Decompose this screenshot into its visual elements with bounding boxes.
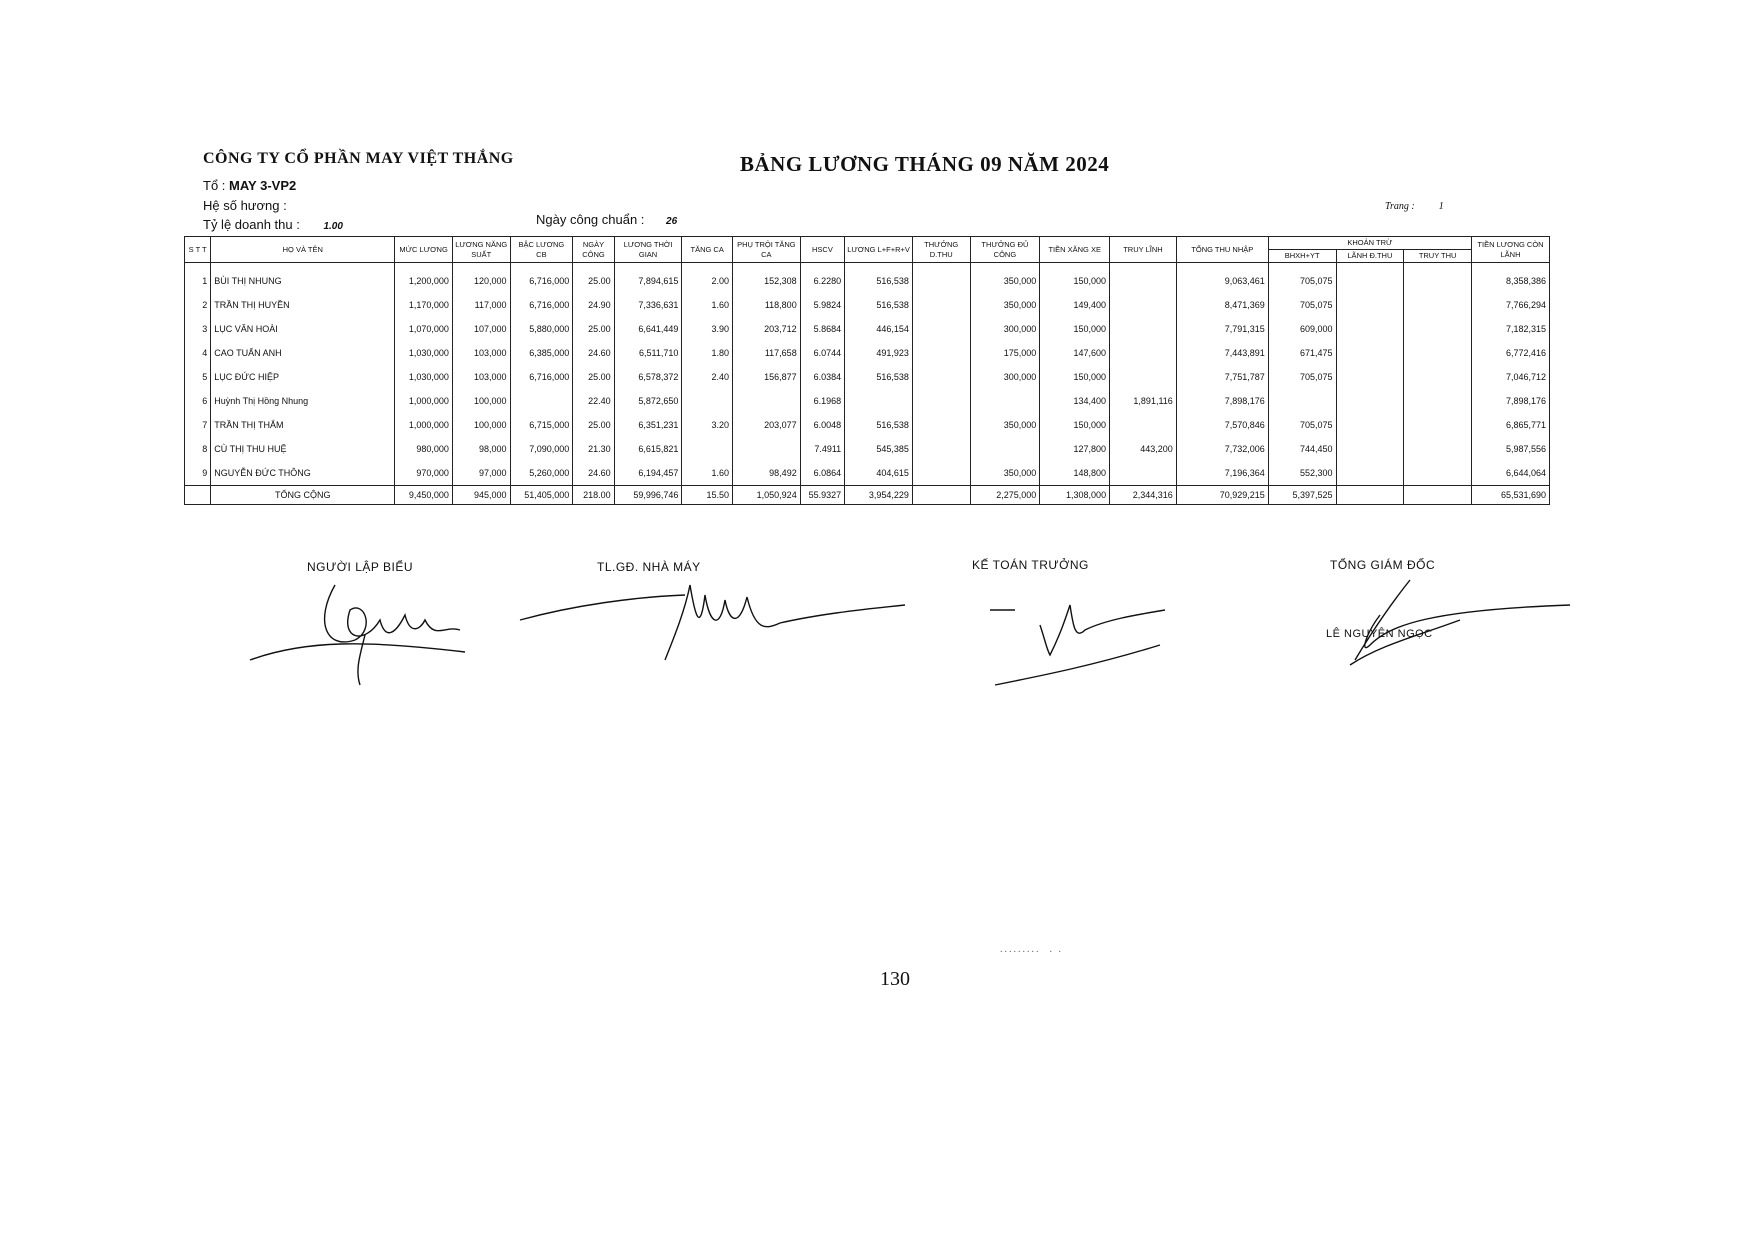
page-label: Trang : [1385, 201, 1415, 212]
table-cell: 6,578,372 [614, 365, 682, 389]
employee-name-cell: LỤC ĐỨC HIỆP [211, 365, 395, 389]
table-cell: 6,716,000 [510, 365, 573, 389]
table-cell: 5,260,000 [510, 461, 573, 486]
table-cell: 127,800 [1040, 437, 1110, 461]
stt-cell: 7 [185, 413, 211, 437]
table-cell: 150,000 [1040, 413, 1110, 437]
table-cell [1404, 413, 1472, 437]
table-cell: 350,000 [970, 293, 1040, 317]
sig-ceo-label: TỔNG GIÁM ĐỐC [1330, 558, 1436, 572]
table-cell: 1,308,000 [1040, 486, 1110, 505]
signature-ceo [1320, 575, 1580, 675]
table-cell: 609,000 [1268, 317, 1336, 341]
company-name: CÔNG TY CỔ PHẦN MAY VIỆT THẮNG [203, 150, 514, 167]
table-cell: 3,954,229 [845, 486, 913, 505]
table-cell: 6.1968 [800, 389, 844, 413]
table-cell [1336, 263, 1404, 294]
table-cell: 25.00 [573, 263, 614, 294]
table-cell [1110, 341, 1177, 365]
table-cell: 671,475 [1268, 341, 1336, 365]
table-cell: 516,538 [845, 263, 913, 294]
table-cell: 7,090,000 [510, 437, 573, 461]
table-cell [1110, 317, 1177, 341]
table-cell: 7,894,615 [614, 263, 682, 294]
table-cell: 107,000 [452, 317, 510, 341]
table-cell: 443,200 [1110, 437, 1177, 461]
table-cell [1336, 389, 1404, 413]
table-cell: 150,000 [1040, 263, 1110, 294]
table-cell [1268, 389, 1336, 413]
table-cell [1110, 413, 1177, 437]
table-cell: 1,000,000 [395, 389, 453, 413]
table-cell: 545,385 [845, 437, 913, 461]
table-cell: 24.60 [573, 341, 614, 365]
table-cell [1404, 486, 1472, 505]
table-cell: 1,200,000 [395, 263, 453, 294]
table-cell: 1,000,000 [395, 413, 453, 437]
table-cell: 300,000 [970, 365, 1040, 389]
col-name: HỌ VÀ TÊN [211, 237, 395, 263]
table-cell [1336, 341, 1404, 365]
table-cell: 1,030,000 [395, 365, 453, 389]
table-cell [1404, 293, 1472, 317]
table-cell: 3.90 [682, 317, 733, 341]
table-cell [970, 437, 1040, 461]
team-value: MAY 3-VP2 [229, 178, 297, 193]
col-stt: S T T [185, 237, 211, 263]
team-label: Tổ : [203, 178, 226, 193]
table-cell: 51,405,000 [510, 486, 573, 505]
table-row [185, 341, 1550, 365]
table-cell [912, 437, 970, 461]
table-cell [1110, 461, 1177, 486]
total-row [185, 486, 1550, 505]
col-con-lanh: TIỀN LƯƠNG CÒN LÃNH [1472, 237, 1550, 263]
table-cell: 516,538 [845, 365, 913, 389]
table-row [185, 389, 1550, 413]
table-cell: 24.90 [573, 293, 614, 317]
revenue-line [203, 217, 343, 232]
table-cell [732, 389, 800, 413]
table-cell [912, 389, 970, 413]
table-cell: 147,600 [1040, 341, 1110, 365]
employee-name-cell: Huỳnh Thị Hồng Nhung [211, 389, 395, 413]
table-cell: 945,000 [452, 486, 510, 505]
col-bac-luong: BẬC LƯƠNG CB [510, 237, 573, 263]
page-number: 130 [880, 968, 910, 990]
table-cell: 705,075 [1268, 293, 1336, 317]
table-cell [1336, 413, 1404, 437]
table-cell: 6,865,771 [1472, 413, 1550, 437]
table-cell [912, 365, 970, 389]
table-cell: 6.0384 [800, 365, 844, 389]
table-cell: 100,000 [452, 413, 510, 437]
table-cell [912, 317, 970, 341]
table-cell: 6,511,710 [614, 341, 682, 365]
table-cell: 1,030,000 [395, 341, 453, 365]
table-cell [1404, 317, 1472, 341]
table-cell: 350,000 [970, 263, 1040, 294]
table-cell [732, 437, 800, 461]
table-cell [682, 389, 733, 413]
table-cell: 7,570,846 [1176, 413, 1268, 437]
signature-accountant [985, 585, 1185, 695]
table-cell: 7,766,294 [1472, 293, 1550, 317]
table-row [185, 461, 1550, 486]
stt-cell: 8 [185, 437, 211, 461]
table-cell: 350,000 [970, 461, 1040, 486]
table-cell: 8,358,386 [1472, 263, 1550, 294]
table-cell [1110, 365, 1177, 389]
table-cell: 149,400 [1040, 293, 1110, 317]
col-lanh-dthu: LÃNH Đ.THU [1336, 250, 1404, 263]
table-cell: 1,170,000 [395, 293, 453, 317]
table-cell: 156,877 [732, 365, 800, 389]
table-cell: 2,275,000 [970, 486, 1040, 505]
table-cell [1336, 437, 1404, 461]
table-cell [1110, 293, 1177, 317]
table-row [185, 293, 1550, 317]
col-thuong-dthu: THƯỞNG D.THU [912, 237, 970, 263]
table-cell: 25.00 [573, 317, 614, 341]
stt-cell [185, 486, 211, 505]
table-cell: 7,196,364 [1176, 461, 1268, 486]
table-cell [1404, 365, 1472, 389]
table-cell: 7,791,315 [1176, 317, 1268, 341]
table-cell: 980,000 [395, 437, 453, 461]
table-cell: 5.8684 [800, 317, 844, 341]
revenue-label: Tỷ lệ doanh thu : [203, 217, 300, 232]
table-cell: 1.80 [682, 341, 733, 365]
table-cell: 8,471,369 [1176, 293, 1268, 317]
std-days-value: 26 [666, 216, 678, 227]
table-cell: 404,615 [845, 461, 913, 486]
sig-preparer-label: NGƯỜI LẬP BIỂU [307, 560, 414, 574]
table-cell [1336, 365, 1404, 389]
col-truy-linh: TRUY LĨNH [1110, 237, 1177, 263]
stt-cell: 4 [185, 341, 211, 365]
table-cell: 6,351,231 [614, 413, 682, 437]
table-cell [1336, 486, 1404, 505]
table-cell: 5,987,556 [1472, 437, 1550, 461]
table-cell [912, 341, 970, 365]
table-cell: 9,450,000 [395, 486, 453, 505]
table-cell: 118,800 [732, 293, 800, 317]
employee-name-cell: TRẦN THỊ HUYỀN [211, 293, 395, 317]
table-cell: 1,891,116 [1110, 389, 1177, 413]
table-row [185, 317, 1550, 341]
table-cell: 148,800 [1040, 461, 1110, 486]
revenue-value: 1.00 [323, 221, 343, 232]
table-cell: 7,182,315 [1472, 317, 1550, 341]
table-cell [682, 437, 733, 461]
table-cell: 1.60 [682, 461, 733, 486]
table-cell: 7,898,176 [1472, 389, 1550, 413]
table-cell: 59,996,746 [614, 486, 682, 505]
stt-cell: 5 [185, 365, 211, 389]
col-phu-troi: PHỤ TRỘI TĂNG CA [732, 237, 800, 263]
table-cell: 2.40 [682, 365, 733, 389]
table-cell [1336, 317, 1404, 341]
col-ngay-cong: NGÀY CÔNG [573, 237, 614, 263]
table-cell: 134,400 [1040, 389, 1110, 413]
table-cell: 175,000 [970, 341, 1040, 365]
document-title: BẢNG LƯƠNG THÁNG 09 NĂM 2024 [740, 152, 1110, 176]
table-cell: 705,075 [1268, 365, 1336, 389]
header-row [185, 237, 1550, 250]
table-cell: 100,000 [452, 389, 510, 413]
table-cell [912, 263, 970, 294]
table-cell: 24.60 [573, 461, 614, 486]
sig-factory-label: TL.GĐ. NHÀ MÁY [597, 560, 701, 574]
col-tang-ca: TĂNG CA [682, 237, 733, 263]
col-luong-ns: LƯƠNG NĂNG SUẤT [452, 237, 510, 263]
table-cell: 21.30 [573, 437, 614, 461]
table-cell: 7,443,891 [1176, 341, 1268, 365]
col-thuong-du-cong: THƯỞNG ĐỦ CÔNG [970, 237, 1040, 263]
table-cell: 2.00 [682, 263, 733, 294]
table-row [185, 413, 1550, 437]
table-cell: 150,000 [1040, 317, 1110, 341]
table-cell [970, 389, 1040, 413]
table-cell: 7,898,176 [1176, 389, 1268, 413]
table-cell: 300,000 [970, 317, 1040, 341]
signature-factory [515, 575, 915, 665]
employee-name-cell: LỤC VĂN HOÀI [211, 317, 395, 341]
table-cell: 218.00 [573, 486, 614, 505]
table-cell: 7,046,712 [1472, 365, 1550, 389]
stt-cell: 2 [185, 293, 211, 317]
table-cell: 3.20 [682, 413, 733, 437]
page-value: 1 [1438, 201, 1444, 212]
table-cell: 6,772,416 [1472, 341, 1550, 365]
std-days-label: Ngày công chuẩn : [536, 212, 645, 227]
table-cell: 6,716,000 [510, 293, 573, 317]
table-cell: 152,308 [732, 263, 800, 294]
table-cell: 150,000 [1040, 365, 1110, 389]
table-cell: 55.9327 [800, 486, 844, 505]
table-cell: 491,923 [845, 341, 913, 365]
sig-ceo-name: LÊ NGUYÊN NGỌC [1326, 628, 1433, 640]
table-cell: 6,385,000 [510, 341, 573, 365]
table-cell: 516,538 [845, 293, 913, 317]
table-row [185, 263, 1550, 294]
table-cell: 7,336,631 [614, 293, 682, 317]
table-cell: 98,000 [452, 437, 510, 461]
stt-cell: 9 [185, 461, 211, 486]
sig-accountant-label: KẾ TOÁN TRƯỞNG [972, 558, 1089, 572]
table-cell [510, 389, 573, 413]
col-luong-tg: LƯƠNG THỜI GIAN [614, 237, 682, 263]
table-cell: 117,658 [732, 341, 800, 365]
employee-name-cell: TỔNG CỘNG [211, 486, 395, 505]
table-cell: 2,344,316 [1110, 486, 1177, 505]
table-cell: 98,492 [732, 461, 800, 486]
signature-preparer [245, 580, 485, 690]
table-cell: 552,300 [1268, 461, 1336, 486]
employee-name-cell: TRẦN THỊ THẮM [211, 413, 395, 437]
col-tong-thu-nhap: TỔNG THU NHẬP [1176, 237, 1268, 263]
table-cell [1336, 293, 1404, 317]
table-cell: 6,194,457 [614, 461, 682, 486]
table-cell: 117,000 [452, 293, 510, 317]
col-khoan-tru: KHOẢN TRỪ [1268, 237, 1471, 250]
table-cell: 9,063,461 [1176, 263, 1268, 294]
table-cell: 5,397,525 [1268, 486, 1336, 505]
table-cell: 15.50 [682, 486, 733, 505]
table-cell: 6,715,000 [510, 413, 573, 437]
table-cell: 25.00 [573, 413, 614, 437]
table-cell: 516,538 [845, 413, 913, 437]
table-cell [1404, 263, 1472, 294]
table-cell: 103,000 [452, 365, 510, 389]
employee-name-cell: NGUYỄN ĐỨC THÔNG [211, 461, 395, 486]
payroll-table [184, 236, 1550, 505]
table-cell: 1,050,924 [732, 486, 800, 505]
table-cell [912, 486, 970, 505]
table-row [185, 365, 1550, 389]
table-cell: 1.60 [682, 293, 733, 317]
table-cell [1404, 437, 1472, 461]
table-cell: 6,716,000 [510, 263, 573, 294]
table-cell [912, 413, 970, 437]
table-cell: 7.4911 [800, 437, 844, 461]
table-cell: 446,154 [845, 317, 913, 341]
table-cell: 6.2280 [800, 263, 844, 294]
page-indicator [1385, 196, 1444, 214]
table-cell [1404, 461, 1472, 486]
table-cell: 350,000 [970, 413, 1040, 437]
table-cell: 22.40 [573, 389, 614, 413]
table-cell: 744,450 [1268, 437, 1336, 461]
col-tien-xang: TIỀN XĂNG XE [1040, 237, 1110, 263]
stt-cell: 6 [185, 389, 211, 413]
table-cell: 6,641,449 [614, 317, 682, 341]
employee-name-cell: BÙI THỊ NHUNG [211, 263, 395, 294]
table-cell: 97,000 [452, 461, 510, 486]
col-muc-luong: MỨC LƯƠNG [395, 237, 453, 263]
table-cell: 6,615,821 [614, 437, 682, 461]
team-line [203, 178, 296, 193]
table-cell [1336, 461, 1404, 486]
col-bhxh: BHXH+YT [1268, 250, 1336, 263]
table-cell [845, 389, 913, 413]
table-cell: 103,000 [452, 341, 510, 365]
table-cell: 70,929,215 [1176, 486, 1268, 505]
std-days-line [536, 212, 677, 227]
table-row [185, 437, 1550, 461]
employee-name-cell: CÙ THỊ THU HUỆ [211, 437, 395, 461]
payroll-body [185, 263, 1550, 505]
coef-label: Hệ số hương : [203, 198, 287, 213]
table-cell: 705,075 [1268, 413, 1336, 437]
table-cell: 7,732,006 [1176, 437, 1268, 461]
col-truy-thu: TRUY THU [1404, 250, 1472, 263]
table-cell: 6.0048 [800, 413, 844, 437]
table-cell: 7,751,787 [1176, 365, 1268, 389]
employee-name-cell: CAO TUẤN ANH [211, 341, 395, 365]
col-hscv: HSCV [800, 237, 844, 263]
table-cell [912, 293, 970, 317]
table-cell: 120,000 [452, 263, 510, 294]
table-cell [912, 461, 970, 486]
table-cell: 1,070,000 [395, 317, 453, 341]
table-cell [1110, 263, 1177, 294]
table-cell: 25.00 [573, 365, 614, 389]
stt-cell: 3 [185, 317, 211, 341]
table-cell [1404, 341, 1472, 365]
col-luong-lfv: LƯƠNG L+F+R+V [845, 237, 913, 263]
table-cell: 203,712 [732, 317, 800, 341]
footer-dots: ......... . . [1000, 944, 1063, 955]
table-cell: 203,077 [732, 413, 800, 437]
table-cell: 65,531,690 [1472, 486, 1550, 505]
table-cell: 5,872,650 [614, 389, 682, 413]
table-cell: 705,075 [1268, 263, 1336, 294]
table-cell [1404, 389, 1472, 413]
table-cell: 6,644,064 [1472, 461, 1550, 486]
table-cell: 5,880,000 [510, 317, 573, 341]
stt-cell: 1 [185, 263, 211, 294]
table-cell: 6.0744 [800, 341, 844, 365]
table-cell: 970,000 [395, 461, 453, 486]
table-cell: 5.9824 [800, 293, 844, 317]
table-cell: 6.0864 [800, 461, 844, 486]
